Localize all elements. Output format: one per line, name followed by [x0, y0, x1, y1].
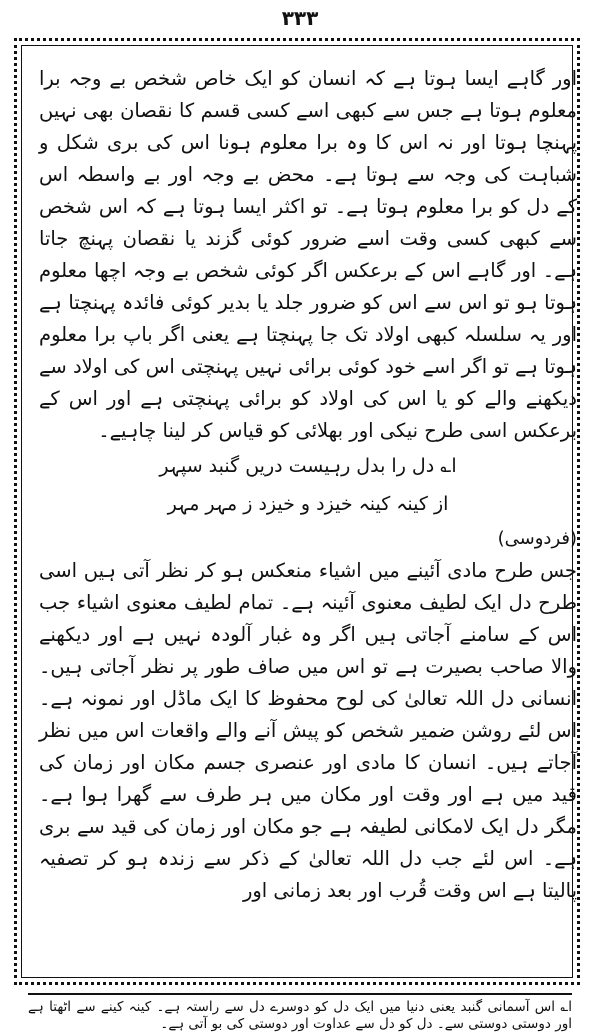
page-border [14, 38, 580, 985]
couplet-line-1: ا؎ دل را بدل رہیست دریں گنبد سپہر [159, 455, 457, 477]
paragraph-1: اور گاہے ایسا ہوتا ہے کہ انسان کو ایک خاص شخص بے وجہ برا معلوم ہوتا ہے جس سے کبھی اسے کسی قسم کا نقصان بھی نہیں پہنچا ہوتا اور نہ اس کا وہ برا معلوم ہونا اس کی بری شکل و شباہت کی وجہ سے ہوتا ہے۔ محض بے وجہ اور بے واسطہ اس کے دل کو برا معلوم ہوتا ہے۔ تو اکثر ایسا ہوتا ہے کہ اس شخص سے کبھی کسی وقت اسے ضرور کوئی گزند یا نقصان پہنچ جاتا ہے۔ اور گاہے اس کے برعکس اگر کوئی شخص بے وجہ اچھا معلوم ہوتا ہو تو اس سے اس کو ضرور جلد یا بدیر کوئی فائدہ پہنچتا ہے اور یہ سلسلہ کبھی اولاد تک جا پہنچتا ہے یعنی اگر باپ برا معلوم ہوتا ہے تو اگر اسے خود کوئی برائی نہیں پہنچتی اس کی اولاد سے دیکھنے والے کو یا اس کی اولاد کو برائی پہنچتی ہے اور اس کے برعکس اسی طرح نیکی اور بھلائی کو قیاس کر لینا چاہیے۔ [39, 67, 577, 442]
footnote: ا؎ اس آسمانی گنبد یعنی دنیا میں ایک دل کو دوسرے دل سے راستہ ہے۔ کینہ کینے سے اٹھتا ہے اور دوستی دوستی سے۔ دل کو دل سے عداوت اور دوستی کی بو آتی ہے۔ [28, 999, 572, 1032]
persian-couplet [39, 447, 577, 523]
main-text [39, 63, 577, 907]
footnote-divider [28, 993, 572, 995]
poet-attribution: (فردوسی) [497, 528, 577, 549]
couplet-line-2: از کینہ کینہ خیزد و خیزد ز مہر مہر [167, 493, 449, 515]
paragraph-2: جس طرح مادی آئینے میں اشیاء منعکس ہو کر نظر آتی ہیں اسی طرح دل ایک لطیف معنوی آئینہ ہے۔ تمام لطیف معنوی اشیاء جب اس کے سامنے آجاتی ہیں اگر وہ غبار آلودہ نہیں ہے اور دیکھنے والا صاحب بصیرت ہے تو اس میں صاف طور پر نظر آجاتی ہیں۔ انسانی دل اللہ تعالیٰ کی لوح محفوظ کا ایک ماڈل اور نمونہ ہے۔ اس لئے روشن ضمیر شخص کو پیش آنے والے واقعات اس میں نظر آجاتے ہیں۔ انسان کا مادی اور عنصری جسم مکان اور زمان کی قید میں ہے اور وقت اور مکان میں ہر طرف سے گھرا ہوا ہے۔ مگر دل ایک لامکانی لطیفہ ہے جو مکان اور زمان کی قید سے بری ہے۔ اس لئے جب دل اللہ تعالیٰ کے ذکر سے زندہ ہو کر تصفیہ پالیتا ہے اس وقت قُرب اور بعد زمانی اور [39, 559, 577, 902]
page-number: ۳۳۳ [281, 6, 319, 30]
